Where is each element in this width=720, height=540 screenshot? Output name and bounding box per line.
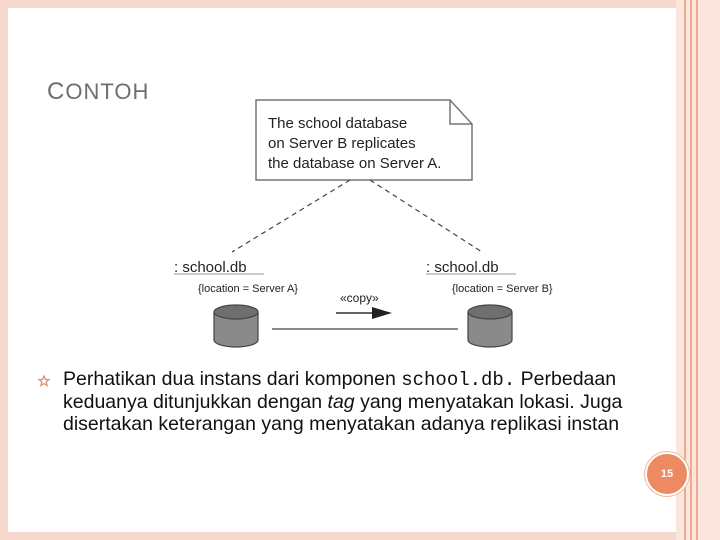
body-text-1: Perhatikan dua instans dari komponen bbox=[63, 368, 402, 390]
note-line-2: on Server B replicates bbox=[268, 135, 416, 152]
note-line-3: the database on Server A. bbox=[268, 155, 442, 172]
left-component-tag: {location = Server A} bbox=[198, 283, 298, 295]
copy-arrow-head bbox=[372, 307, 392, 319]
frame-bottom bbox=[0, 532, 720, 540]
copy-stereotype-label: «copy» bbox=[340, 291, 379, 305]
body-text-3: yang menyatakan lokasi. Juga disertakan keterangan yang menyatakan adanya replikasi instan bbox=[63, 391, 623, 435]
left-component-name: : school.db bbox=[174, 259, 247, 276]
frame-line bbox=[696, 0, 698, 540]
uml-deployment-diagram bbox=[160, 92, 590, 352]
left-database-icon bbox=[214, 305, 258, 347]
page-number: 15 bbox=[660, 468, 674, 480]
frame-line bbox=[690, 0, 692, 540]
bullet-icon bbox=[38, 375, 50, 387]
note bbox=[256, 100, 472, 180]
note-connector-left bbox=[232, 180, 350, 252]
frame-top bbox=[0, 0, 720, 8]
right-component-tag: {location = Server B} bbox=[452, 283, 553, 295]
title-first-letter: C bbox=[47, 78, 66, 105]
body-emphasis: tag bbox=[327, 391, 355, 413]
right-database-icon bbox=[468, 305, 512, 347]
body-text-2: Perbedaan keduanya ditunjukkan dengan bbox=[63, 368, 617, 413]
page-number-badge bbox=[645, 452, 689, 496]
note-line-1: The school database bbox=[268, 115, 408, 132]
body-paragraph bbox=[63, 368, 653, 435]
body-code: school.db. bbox=[401, 369, 516, 391]
frame-line bbox=[684, 0, 686, 540]
right-component-name: : school.db bbox=[426, 259, 499, 276]
title-rest: ONTOH bbox=[65, 79, 150, 104]
slide-title bbox=[47, 78, 149, 106]
note-connector-right bbox=[370, 180, 482, 252]
frame-left bbox=[0, 0, 8, 540]
